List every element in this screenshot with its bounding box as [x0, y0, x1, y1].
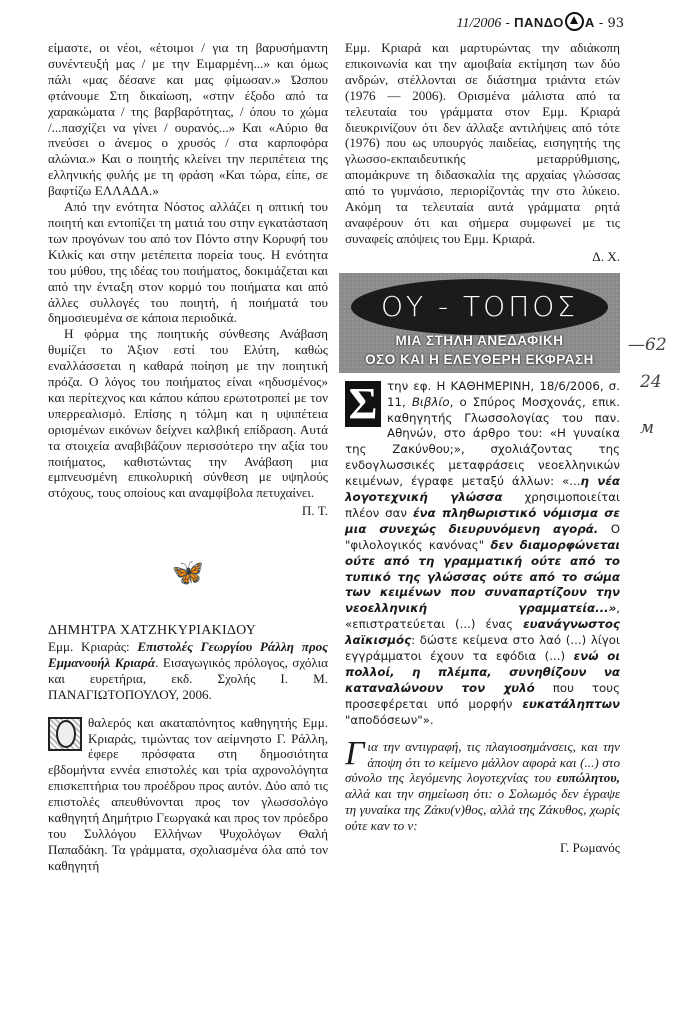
paragraph: Η φόρμα της ποιητικής σύνθεσης Ανάβαση θυμίζει το Άξιον εστί του Ελύτη, καθώς εναλλάσσεται η καθαρά ποίηση με την ποιητική πρόζα. Ο λόγος του ποιήματος είναι «ηδυσμένος» και περίτεχνος και κάπου κάπου ερωτοτροπεί με τον υπερρεαλισμό. Επίσης η τόλμη και η υψιπέτεια ορισμένων εικόνων δείχνει καλβική επίδραση. Αυτά τα στοιχεία αναβιβάζουν περισσότερο την αξία του ποιήματος, καθιστώντας την Ανάβαση μια εμπνευσμένη επικολυρική σύνθεση με υψηλούς στόχους, τους οποίους και αναμφίβολα πετυχαίνει.: [48, 326, 328, 501]
review-body: [48, 715, 328, 874]
signature: Π. Τ.: [301, 503, 328, 519]
handwritten-note: 24: [640, 372, 662, 392]
banner-title: ΟΥ - ΤΟΠΟΣ: [351, 279, 608, 335]
article-text: που τους προσεφέρεται υπό μορφήν: [345, 680, 620, 711]
handwritten-note: —62: [628, 335, 667, 355]
article-text: , ο Σπύρος Μοσχονάς, επικ. καθηγητής Γλωσσολογίας του παν. Αθηνών, στο άρθρο του: «Η γυναίκα της Ζακύνθου;», σχολιάζοντας της ενδογλωσσικές μεταφράσεις νεοελληνικών κειμένων, έγραφε μεταξύ άλλων: «...: [345, 394, 620, 489]
magazine-name-prefix: ΠΑΝΔΟ: [514, 15, 564, 30]
pandora-logo-icon: [565, 12, 584, 31]
ornate-dropcap-o-icon: [48, 717, 82, 751]
article-text: την εφ. Η ΚΑΘΗΜΕΡΙΝΗ, 18/6/2006, σ. 11,: [387, 378, 620, 409]
article-text: : δώστε κείμενα στο λαό (...) λίγοι εγγράμματοι έχουν τα εφόδια (...): [345, 633, 620, 664]
book-author: Εμμ. Κριαράς:: [48, 639, 138, 654]
butterfly-ornament-icon: 🦋: [171, 558, 205, 588]
article-text: Ο "φιλολογικός κανόνας": [345, 521, 620, 552]
article-body: [345, 379, 620, 729]
emphasis: ενώ οι πολλοί, η πλέμπα, συνηθίζουν να καταναλώνουν τον χυλό: [345, 649, 620, 695]
reply-paragraph: [345, 734, 620, 834]
emphasis: ένα πληθωριστικό νόμισμα σε μια συνεχώς διευρυνόμενη αγορά.: [345, 505, 620, 536]
paragraph: είμαστε, οι νέοι, «έτοιμοι / για τη βαρυσήμαντη συνέντευξή μας / με την Ειμαρμένη...» και όμως πάλι «μας δέσανε και μας φίμωσαν.» Ώσπου φτάνουμε Στη δικαίωση, «στην έξοδο από τα χαρακώματα / της βαρβαρότητας, / όπου το χώμα /...πασχίζει να γίνει / ουρανός...» Και «Αύριο θα πνεύσει ο άνεμος ο χρυσός / στα καρποφόρα αλώνια.» Και ο ποιητής κλείνει την περιπέτεια της ελληνικής φυλής με τη φράση «Και τώρα, είπε, σε βαφτίζω ΕΛΛΑΔΑ.»: [48, 40, 328, 199]
banner-subtitle: ΟΣΟ ΚΑΙ Η ΕΛΕΥΘΕΡΗ ΕΚΦΡΑΣΗ: [365, 351, 594, 367]
reply-text: αλλά και την σημείωση ότι: ο Σολωμός δεν έγραψε τη γυναίκα της Ζάκυ(ν)θος, αλλά της Ζάκυθος, χωρίς ούτε καν το ν:: [345, 786, 620, 834]
page-header: [457, 12, 624, 32]
signature: Δ. Χ.: [592, 248, 620, 264]
right-column: [345, 40, 620, 856]
column-banner: [339, 273, 620, 373]
signature: Γ. Ρωμανός: [560, 840, 620, 856]
dropcap-gamma: Γ: [345, 734, 365, 772]
article-text: , «επιστρατεύεται (...) ένας: [345, 601, 620, 632]
emphasis: η νέα λογοτεχνική γλώσσα: [345, 474, 620, 505]
paragraph: Από την ενότητα Νόστος αλλάζει η οπτική του ποιητή και εντοπίζει τη ματιά του στην εγκατάσταση των προγόνων του από τον Πόντο στην Κορυφή του Κιλκίς και στην μετέπειτα πορεία τους. Η ενότητα του μύθου, της ιδέας του ποιήματος, δοκιμάζεται και από την ένταξη στον κορμό του ποιήματα και από άλλες συλλογές του ποιητή, ή ποιήματά του δημοσιευμένα σε κάποια περιοδικά.: [48, 199, 328, 326]
separator: -: [505, 16, 510, 31]
emphasis: δεν διαμορφώνεται ούτε από τη γραμματική ούτε από το τυπικό της γλώσσας ούτε από το σώμα των κειμένων που συναπαρτίζουν την νεοελληνική γραμματεία...»: [345, 537, 620, 616]
banner-subtitle: ΜΙΑ ΣΤΗΛΗ ΑΝΕΔΑΦΙΚΗ: [395, 332, 564, 348]
book-details: . Εισαγωγικός πρόλογος, σχόλια και ευρετήρια, εκδ. Σχολής Ι. Μ. ΠΑΝΑΓΙΩΤΟΠΟΥΛΟΥ, 2006.: [48, 654, 328, 702]
article-text: "αποδόσεων"».: [345, 712, 434, 727]
separator: -: [598, 16, 604, 31]
magazine-name-suffix: Α: [584, 15, 595, 30]
section-name: Βιβλίο: [411, 394, 450, 409]
handwritten-note: м: [640, 418, 655, 438]
emphasis: ευανάγνωστος λαϊκισμός: [345, 617, 620, 648]
page-number: 93: [607, 16, 624, 31]
reply-text: ια την αντιγραφή, τις πλαγιοσημάνσεις, και την άποψη ότι το κείμενο μάλλον αφορά και (...) στο σύνολο της λεγόμενης λογοτεχνίας του: [345, 738, 620, 786]
left-column: [48, 40, 328, 874]
book-citation: [48, 639, 328, 703]
issue-date: 11/2006: [456, 16, 502, 31]
review-author: ΔΗΜΗΤΡΑ ΧΑΤΖΗΚΥΡΙΑΚΙΔΟΥ: [48, 623, 257, 639]
emphasis: ευπώλητου,: [556, 770, 620, 786]
emphasis: ευκατάληπτων: [522, 696, 620, 711]
dropcap-sigma: Σ: [345, 381, 381, 427]
magazine-name: [514, 15, 595, 30]
book-title: Επιστολές Γεωργίου Ράλλη προς Εμμανουήλ Κριαρά: [48, 639, 328, 670]
paragraph: Εμμ. Κριαρά και μαρτυρώντας την αδιάκοπη επικοινωνία και την αμοιβαία εκτίμηση των δύο ανδρών, στέλλονται σε διάστημα τριάντα ετών (1976 — 2006). Ορισμένα μάλιστα από τα τελευταία του γράμματα στον Εμμ. Κριαρά διευκρινίζουν ότι δεν άλλαξε αντιλήψεις από τότε (1976) που ως υπουργός παιδείας, εισηγητής της γλωσσο-εκπαιδευτικής μεταρρύθμισης, απομάκρυνε τη διδασκαλία της αρχαίας γλώσσας από το γυμνάσιο, περιορίζοντάς την στο λύκειο. Ακόμη τα τελευταία αυτά γράμματα ρητά αναφέρουν ότι και σήμερα συμφωνεί με τις συναφείς απόψεις του Εμμ. Κριαρά.: [345, 40, 620, 246]
review-body-text: θαλερός και ακαταπόνητος καθηγητής Εμμ. Κριαράς, τιμώντας τον αείμνηστο Γ. Ράλλη, έφερε πρόσφατα στη δημοσιότητα εβδομήντα εννέα επιστολές και τρία αχρονολόγητα επισκεπτήρια του προέδρου προς αυτόν. Δύο από τις επιστολές απευθύνονται προς τον γλωσσολόγο καθηγητή Δημήτριο Γεωργακά και προς τον πρόεδρο του Συλλόγου Ελλήνων Ψυχολόγων Θαλή Παπαδάκη. Τα γράμματα, σχολιασμένα όλα από τον καθηγητή: [48, 714, 328, 873]
article-text: χρησιμοποιείται πλέον σαν: [345, 490, 620, 520]
